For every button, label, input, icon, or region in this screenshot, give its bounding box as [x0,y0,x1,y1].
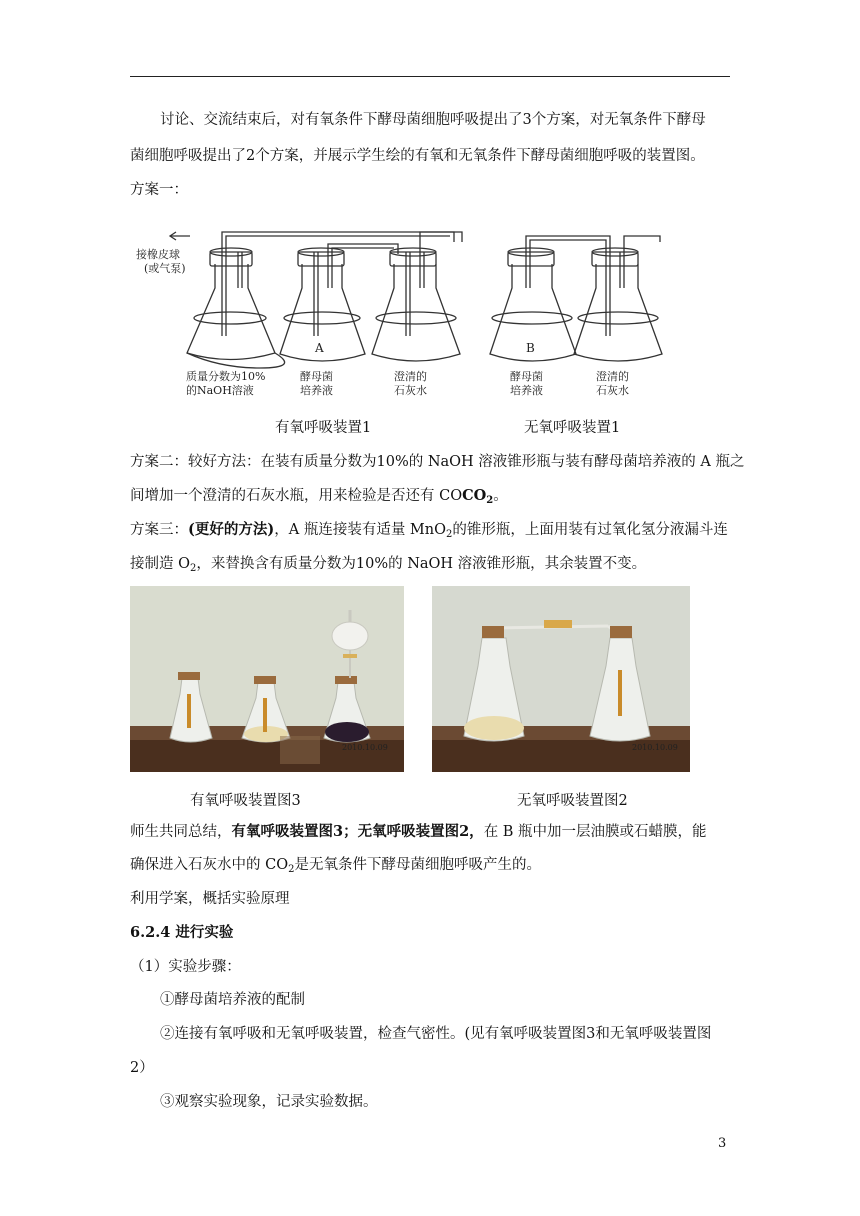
header-rule [130,76,730,77]
plan2-line-1: 方案二：较好方法：在装有质量分数为10%的 NaOH 溶液锥形瓶与装有酵母菌培养液的 A 瓶之 [130,454,745,470]
label-yeast-b-1: 酵母菌 [510,370,543,383]
label-flask-b: B [526,341,535,355]
label-yeast-a-1: 酵母菌 [300,370,333,383]
label-lime-a-2: 石灰水 [394,384,427,397]
diagram-labels [130,218,690,408]
photo-aerobic [130,586,404,772]
step-1: ①酵母菌培养液的配制 [160,992,305,1008]
svg-text:2010.10.09: 2010.10.09 [632,743,678,752]
plan2-line-2: 间增加一个澄清的石灰水瓶，用来检验是否还有 $COCO_2$。 [130,487,508,506]
plan1-heading: 方案一： [130,182,188,198]
plan3-line-1: 方案三：(更好的方法)，A 瓶连接装有适量 MnO$_2$的锥形瓶，上面用装有过氧化氢分液漏斗连 [130,521,728,540]
label-flask-a: A [315,341,324,355]
intro-line-1: 讨论、交流结束后，对有氧条件下酵母菌细胞呼吸提出了3个方案，对无氧条件下酵母 [160,112,706,128]
steps-title: （1）实验步骤： [130,959,241,975]
label-naoh-1: 质量分数为10% [186,370,266,383]
step-2-line-1: ②连接有氧呼吸和无氧呼吸装置，检查气密性。(见有氧呼吸装置图3和无氧呼吸装置图 [160,1026,712,1042]
label-lime-a-1: 澄清的 [394,370,427,383]
label-pump-1: 接橡皮球 [136,248,180,261]
step-2-line-2: 2） [130,1060,154,1076]
intro-line-2: 菌细胞呼吸提出了2个方案，并展示学生绘的有氧和无氧条件下酵母菌细胞呼吸的装置图。 [130,148,705,164]
label-lime-b-2: 石灰水 [596,384,629,397]
page-number: 3 [718,1136,727,1151]
caption-anaerobic-1: 无氧呼吸装置1 [524,420,621,436]
step-3: ③观察实验现象，记录实验数据。 [160,1094,378,1110]
summary-line-1: 师生共同总结，有氧呼吸装置图3；无氧呼吸装置图2，在 B 瓶中加一层油膜或石蜡膜，能 [130,823,707,840]
label-lime-b-1: 澄清的 [596,370,629,383]
svg-text:2010.10.09: 2010.10.09 [342,743,388,752]
label-yeast-b-2: 培养液 [510,384,543,397]
label-naoh-2: 的NaOH溶液 [186,384,254,397]
caption-anaerobic-2: 无氧呼吸装置图2 [517,793,628,809]
label-pump-2: (或气泵) [144,262,186,275]
section-heading: 6.2.4 进行实验 [130,924,234,941]
summary-line-2: 确保进入石灰水中的 $CO_2$是无氧条件下酵母菌细胞呼吸产生的。 [130,857,541,875]
caption-aerobic-1: 有氧呼吸装置1 [275,420,372,436]
photo-anaerobic [432,586,690,772]
plan3-line-2: 接制造 $O_2$，来替换含有质量分数为10%的 NaOH 溶液锥形瓶，其余装置不变。 [130,556,647,574]
label-yeast-a-2: 培养液 [300,384,333,397]
caption-aerobic-3: 有氧呼吸装置图3 [190,793,301,809]
use-case-line: 利用学案，概括实验原理 [130,891,290,907]
